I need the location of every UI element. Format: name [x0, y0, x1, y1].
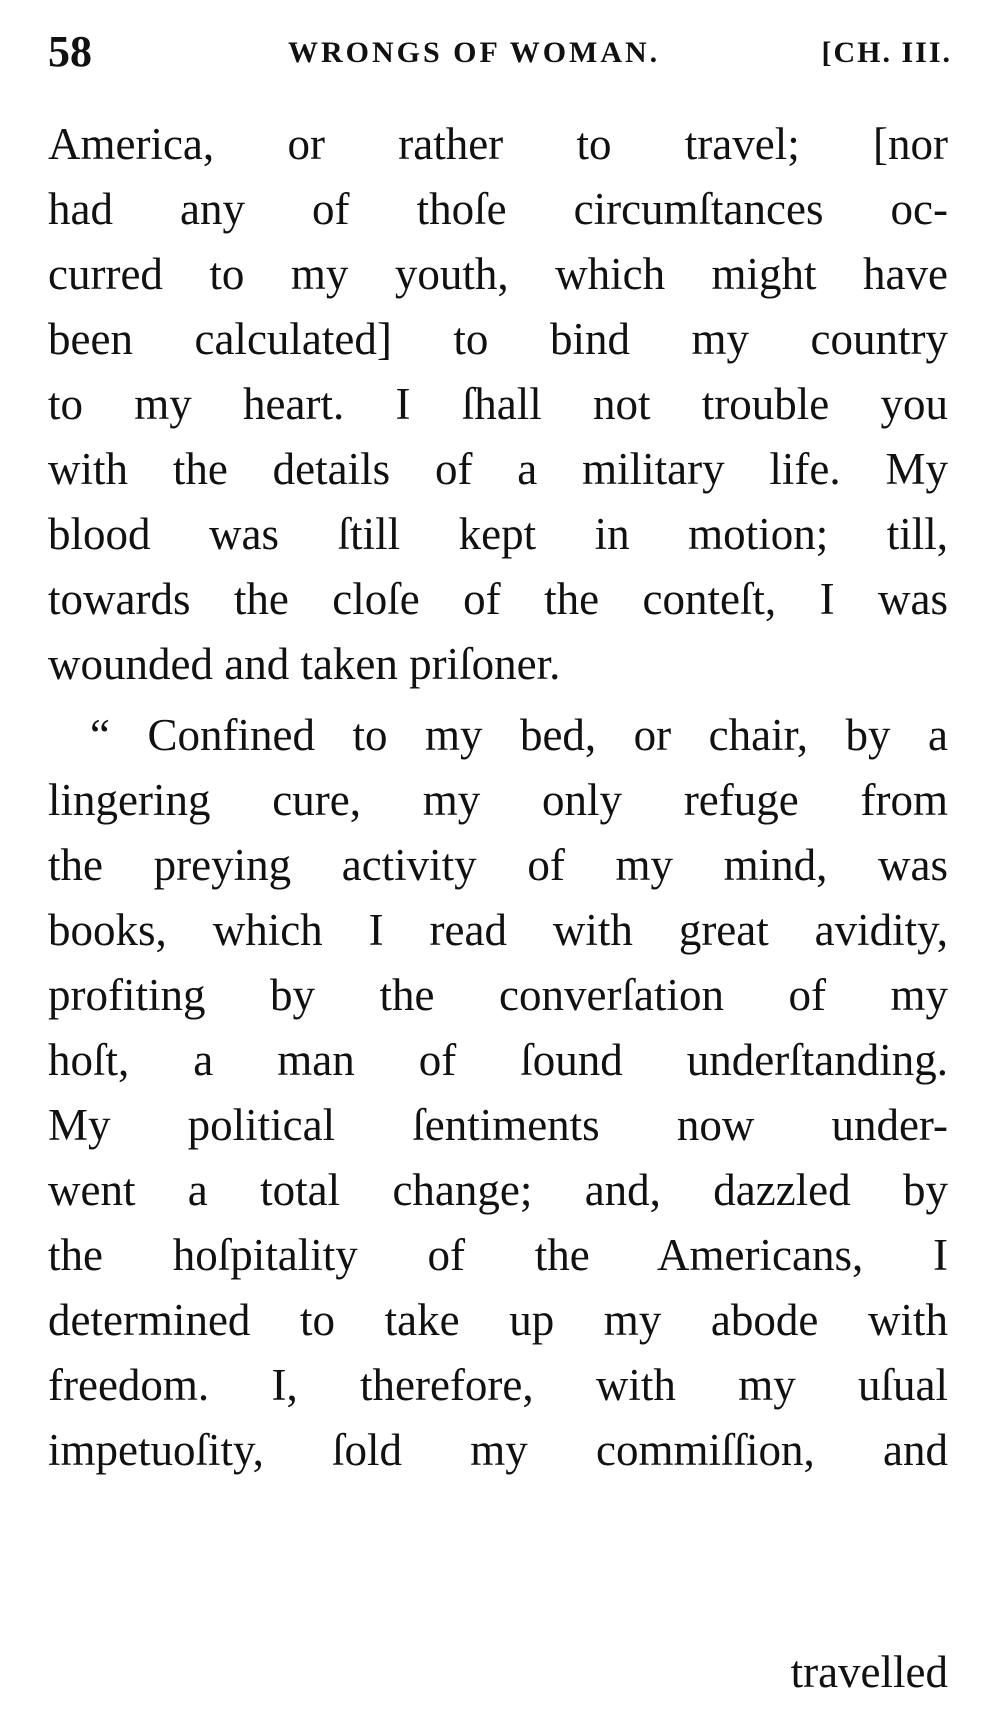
text-line: “ Confined to my bed, or chair, by a: [90, 710, 948, 760]
text-line: wounded and taken priſoner.: [48, 639, 561, 689]
text-line: My political ſentiments now under-: [48, 1100, 948, 1150]
text-line: been calculated] to bind my country: [48, 314, 948, 364]
text-line: curred to my youth, which might have: [48, 249, 948, 299]
text-line: with the details of a military life. My: [48, 444, 948, 494]
text-line: books, which I read with great avidity,: [48, 905, 948, 955]
text-line: had any of thoſe circumſtances oc-: [48, 184, 948, 234]
text-line: went a total change; and, dazzled by: [48, 1165, 948, 1215]
text-line: freedom. I, therefore, with my uſual: [48, 1360, 948, 1410]
text-line: determined to take up my abode with: [48, 1295, 948, 1345]
body-text: [48, 112, 948, 1483]
page-header: [48, 22, 952, 92]
text-line: hoſt, a man of ſound underſtanding.: [48, 1035, 948, 1085]
chapter-reference: [CH. III.: [821, 36, 952, 69]
text-line: America, or rather to travel; [nor: [48, 119, 948, 169]
text-line: to my heart. I ſhall not trouble you: [48, 379, 948, 429]
page-number: 58: [48, 27, 92, 76]
paragraph: [48, 703, 948, 1483]
text-line: the hoſpitality of the Americans, I: [48, 1230, 948, 1280]
running-title: WRONGS OF WOMAN.: [288, 36, 661, 69]
text-line: towards the cloſe of the conteſt, I was: [48, 574, 948, 624]
catchword: travelled: [790, 1647, 948, 1697]
text-line: impetuoſity, ſold my commiſſion, and: [48, 1425, 948, 1475]
text-line: the preying activity of my mind, was: [48, 840, 948, 890]
text-line: profiting by the converſation of my: [48, 970, 948, 1020]
paragraph: [48, 112, 948, 697]
text-line: blood was ſtill kept in motion; till,: [48, 509, 948, 559]
text-line: lingering cure, my only refuge from: [48, 775, 948, 825]
